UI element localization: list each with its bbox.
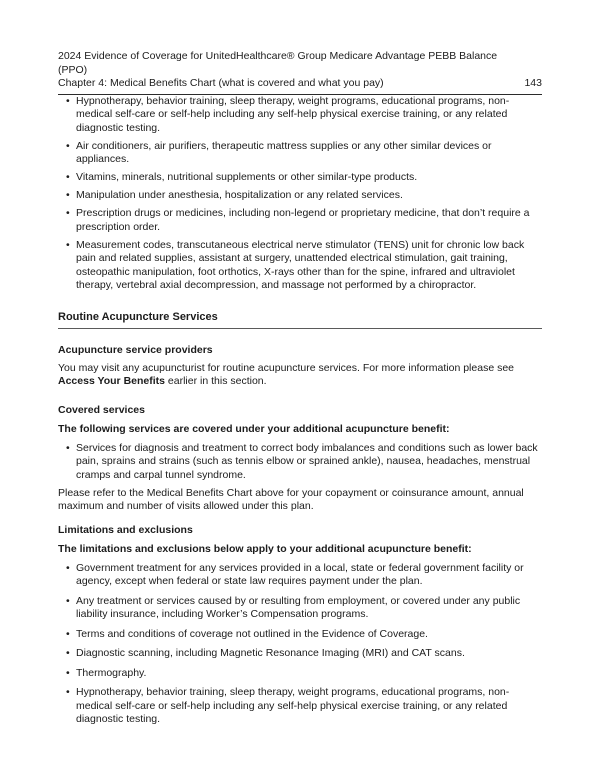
covered-services-note: Please refer to the Medical Benefits Chart above for your copayment or coinsurance amount, annual maximum and number of visits allowed under this plan.: [58, 486, 524, 512]
page-header: [58, 50, 542, 95]
providers-heading: Acupuncture service providers: [58, 344, 213, 356]
page-number: 143: [524, 77, 542, 89]
providers-text-post: earlier in this section.: [165, 375, 267, 387]
document-title-line-1: 2024 Evidence of Coverage for UnitedHealthcare® Group Medicare Advantage PEBB Balance: [58, 50, 498, 62]
list-item: • Air conditioners, air purifiers, therapeutic mattress supplies or any other similar devices or appliances.: [76, 140, 542, 167]
covered-services-lead: The following services are covered under your additional acupuncture benefit:: [58, 423, 450, 435]
list-item: • Thermography.: [76, 667, 542, 681]
list-item: • Any treatment or services caused by or resulting from employment, or covered under any public liability insurance, including Worker’s Compensation programs.: [76, 595, 542, 622]
providers-text-pre: You may visit any acupuncturist for routine acupuncture services. For more information please see: [58, 361, 515, 374]
list-item: • Vitamins, minerals, nutritional supplements or other similar-type products.: [76, 171, 542, 185]
list-item: • Government treatment for any services provided in a local, state or federal government facility or agency, except when federal or state law requires payment under the plan.: [76, 562, 542, 589]
list-item: • Hypnotherapy, behavior training, sleep therapy, weight programs, educational programs, non-medical self-care or self-help including any self-help physical exercise training, or any related diagnostic testing.: [76, 95, 542, 136]
list-item: • Prescription drugs or medicines, including non-legend or proprietary medicine, that don’t require a prescription order.: [76, 207, 542, 234]
list-item: • Measurement codes, transcutaneous electrical nerve stimulator (TENS) unit for chronic low back pain and related supplies, assistant at surgery, unattended electrical stimulation, gait training, osteopathic manipulation, foot orthotics, X-rays other than for the spine, infrared and ultraviolet therapy, vertebral axial decompression, and massage not performed by a chiropractor.: [76, 239, 542, 293]
providers-text-bold: Access Your Benefits: [58, 375, 165, 387]
list-item: • Terms and conditions of coverage not outlined in the Evidence of Coverage.: [76, 628, 542, 642]
list-item: • Services for diagnosis and treatment to correct body imbalances and conditions such as lower back pain, sprains and strains (such as tennis elbow or sprained ankle), nausea, headaches, menstrual cramps and carpal tunnel syndrome.: [76, 442, 542, 483]
limitations-lead: The limitations and exclusions below apply to your additional acupuncture benefit:: [58, 543, 472, 555]
list-item: • Diagnostic scanning, including Magnetic Resonance Imaging (MRI) and CAT scans.: [76, 647, 542, 661]
list-item: • Hypnotherapy, behavior training, sleep therapy, weight programs, educational programs, non-medical self-care or self-help including any self-help physical exercise training, or any related diagnostic testing.: [76, 686, 542, 727]
covered-services-list: [58, 442, 542, 483]
limitations-list: [58, 562, 542, 727]
section-title-routine-acupuncture: Routine Acupuncture Services: [58, 311, 542, 330]
providers-paragraph: [58, 362, 542, 389]
chapter-title: Chapter 4: Medical Benefits Chart (what is covered and what you pay): [58, 77, 384, 89]
limitations-heading: Limitations and exclusions: [58, 523, 193, 536]
list-item: • Manipulation under anesthesia, hospitalization or any related services.: [76, 189, 542, 203]
document-title: [58, 50, 542, 77]
exclusions-top-list: [58, 95, 542, 293]
document-title-line-2: (PPO): [58, 63, 88, 76]
covered-services-heading: Covered services: [58, 403, 145, 416]
